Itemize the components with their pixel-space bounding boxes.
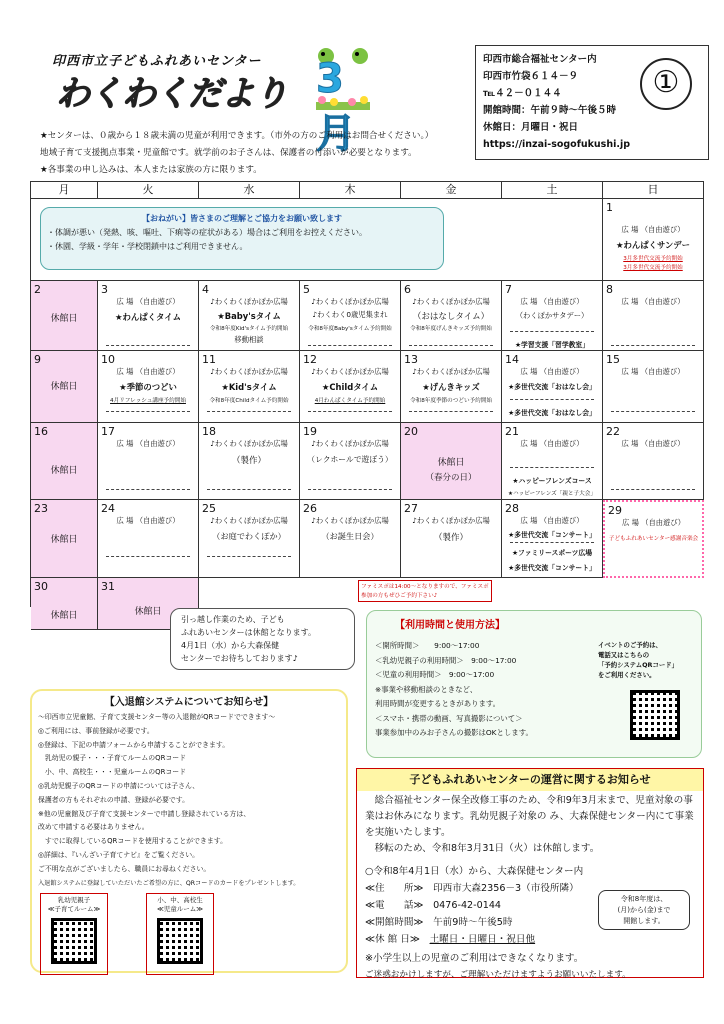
- day-cell-9[interactable]: [31, 351, 98, 423]
- entry-line: すでに取得しているQRコードを使用することができます。: [38, 837, 228, 846]
- day-number: 9: [34, 353, 41, 366]
- closed-label: 休館日: [50, 314, 78, 324]
- event-text: ♪わくわくぽかぽか広場: [210, 516, 288, 525]
- day-number: 30: [34, 580, 48, 593]
- closed-days: 土曜日・日曜日・祝日他: [429, 934, 536, 945]
- weekday-fri: 金: [401, 182, 502, 199]
- entry-line: ◎詳細は、『いんざい子育てナビ』をご覧ください。: [38, 850, 200, 859]
- reserve-line: 電話又はこちらの: [598, 651, 650, 659]
- event-text: ♪わくわくぽかぽか広場: [210, 367, 288, 376]
- day-cell-18[interactable]: [199, 423, 300, 500]
- day-number: 8: [606, 283, 613, 296]
- day-cell-21[interactable]: [502, 423, 603, 500]
- info-line: 印西市総合福祉センター内: [483, 54, 597, 65]
- operations-title: 子どもふれあいセンターの運営に関するお知らせ: [357, 769, 703, 791]
- intro-line: ★センターは、０歳から１８歳未満の児童が利用できます。（市外の方のご利用はお問合せください。）: [40, 131, 434, 141]
- day-cell-24[interactable]: [98, 500, 199, 578]
- day-cell-23[interactable]: [31, 500, 98, 578]
- weekday-thu: 木: [300, 182, 401, 199]
- usage-line: ＜乳幼児親子の利用時間＞ 9:00～17:00: [375, 655, 517, 665]
- qr-card-child: [146, 893, 214, 975]
- intro-text: [40, 128, 480, 179]
- day-cell-17[interactable]: [98, 423, 199, 500]
- notice-line: ・体調が悪い（発熱、咳、嘔吐、下痢等の症状がある）場合はご利用をお控えください。: [47, 228, 367, 237]
- day-number: 19: [303, 425, 317, 438]
- day-number: 4: [202, 283, 209, 296]
- side-note-line: (月)から(金)まで: [617, 906, 671, 914]
- qr-label: 小、中、高校生: [157, 896, 203, 904]
- event-text: ♪わくわくぽかぽか広場: [311, 297, 389, 306]
- day-cell-3[interactable]: [98, 281, 199, 351]
- day-number: 6: [404, 283, 411, 296]
- day-number: 26: [303, 502, 317, 515]
- day-number: 23: [34, 502, 48, 515]
- day-number: 31: [101, 580, 115, 593]
- day-cell-6[interactable]: [401, 281, 502, 351]
- fiscal-year-note: [598, 890, 690, 930]
- day-number: 20: [404, 425, 418, 438]
- day-cell-27[interactable]: [401, 500, 502, 578]
- event-text: ♪わくわくぽかぽか広場: [311, 367, 389, 376]
- entry-line: ご不明な点がございましたら、職員にお尋ねください。: [38, 864, 211, 873]
- usage-line: ＜児童の利用時間＞ 9:00～17:00: [375, 670, 495, 679]
- entry-line: ◎乳幼児親子のQRコードの申請については子さん、: [38, 781, 200, 790]
- info-line: 開館時間：午前９時～午後５時: [483, 105, 617, 116]
- qr-label: ≪児童ルーム≫: [156, 905, 204, 913]
- closed-label: 休館日: [437, 458, 465, 468]
- day-number: 10: [101, 353, 115, 366]
- qr-code-icon[interactable]: [157, 918, 203, 964]
- closed-label: 休館日: [50, 611, 78, 621]
- event-title: （おはなしタイム）: [412, 312, 490, 322]
- event-title: ★ハッピーフレンズコース: [512, 477, 592, 485]
- event-note: 令和8年度Kid'sタイム予約開始: [209, 326, 289, 332]
- event-text: ♪わくわくぽかぽか広場: [412, 516, 490, 525]
- weekday-wed: 水: [199, 182, 300, 199]
- entry-title: 【入退館システムについてお知らせ】: [104, 697, 274, 708]
- event-title: ★多世代交流「コンサート」: [508, 531, 596, 539]
- day-cell-28[interactable]: [502, 500, 603, 578]
- day-number: 27: [404, 502, 418, 515]
- usage-line: ＜開所時間＞ 9:00～17:00: [375, 641, 480, 650]
- notice-line: ・休園、学級・学年・学校閉鎖中はご利用できません。: [47, 242, 248, 251]
- operations-paragraph: 総合福祉センター保全改修工事のため、令和9年3月末まで、児童対象の事業はお休みになります。乳幼児親子対象の み、大森保健センター内にて事業を実施いたします。: [365, 795, 694, 838]
- event-title: ★多世代交流「おはなし会」: [508, 383, 596, 391]
- move-notice-bubble: [170, 608, 355, 670]
- day-cell-2[interactable]: [31, 281, 98, 351]
- day-number: 22: [606, 425, 620, 438]
- event-text: 広 場 （自由遊び）: [520, 367, 584, 376]
- day-cell-30[interactable]: [31, 578, 98, 630]
- day-cell-12[interactable]: [300, 351, 401, 423]
- event-text: 広 場 （自由遊び）: [520, 516, 584, 525]
- event-text: 広 場 （自由遊び）: [621, 367, 685, 376]
- event-title: ★わんぱくサンデー: [615, 240, 691, 250]
- weekday-sun: 日: [603, 182, 704, 199]
- event-note: 令和8年度季節のつどい予約開始: [410, 398, 492, 404]
- event-note: 4月リフレッシュ講座予約開始: [110, 398, 186, 404]
- event-note: 3月多世代交流予約開始: [623, 256, 683, 262]
- event-title: ★多世代交流「コンサート」: [508, 564, 596, 572]
- day-number: 14: [505, 353, 519, 366]
- entry-line: 改めて申請する必要はありません。: [38, 823, 149, 832]
- usage-line: ※事業や移動相談のときなど、: [375, 684, 478, 694]
- event-text: 広 場 （自由遊び）: [116, 367, 180, 376]
- event-text: 広 場 （自由遊び）: [621, 518, 685, 527]
- operations-notice: [356, 768, 704, 978]
- event-title: （レクホールで遊ぼう）: [307, 455, 393, 464]
- entry-line: ※他の児童館及び子育て支援センターで申請し登録されている方は、: [38, 809, 251, 818]
- reserve-line: 「予約システムQRコード」: [598, 661, 679, 669]
- qr-label: 乳幼児親子: [57, 896, 91, 904]
- info-line: ℡４２－０１４４: [483, 88, 562, 99]
- qr-label: ≪子育てルーム≫: [47, 905, 101, 913]
- opening-hours: 午前9時～午後5時: [433, 917, 513, 928]
- day-number: 7: [505, 283, 512, 296]
- event-title: ★多世代交流「おはなし会」: [508, 409, 596, 417]
- event-text: ♪わくわくぽかぽか広場: [412, 297, 490, 306]
- weekday-mon: 月: [31, 182, 98, 199]
- day-cell-11[interactable]: [199, 351, 300, 423]
- reserve-line: をご利用ください。: [598, 671, 656, 679]
- event-text: 広 場 （自由遊び）: [621, 225, 685, 234]
- day-number: 21: [505, 425, 519, 438]
- reservation-note: [598, 640, 698, 680]
- notice-title: 【おねがい】皆さまのご理解とご協力をお願い致します: [142, 214, 342, 223]
- event-title: ★ファミリースポーツ広場: [511, 549, 593, 557]
- day-cell-8[interactable]: [603, 281, 704, 351]
- closed-label: 休館日: [50, 535, 78, 545]
- event-text: 広 場 （自由遊び）: [116, 516, 180, 525]
- day-cell-26[interactable]: [300, 500, 401, 578]
- usage-line: ＜スマホ・携帯の動画、写真撮影について＞: [375, 713, 523, 723]
- closed-label: 休館日: [50, 382, 78, 392]
- operations-note: ※小学生以上の児童のご利用はできなくなります。: [365, 953, 584, 964]
- event-text: 広 場 （自由遊び）: [116, 439, 180, 448]
- day-cell-19[interactable]: [300, 423, 401, 500]
- event-note: 4月わんぱくタイム予約開始: [314, 398, 386, 404]
- request-notice: [40, 207, 444, 270]
- entry-line: 保護者の方もそれぞれの申請、登録が必要です。: [38, 795, 190, 804]
- day-number: 29: [608, 504, 622, 517]
- event-text: 広 場 （自由遊び）: [621, 297, 685, 306]
- day-cell-25[interactable]: [199, 500, 300, 578]
- day-number: 17: [101, 425, 115, 438]
- event-note: 令和8年度Childタイム予約開始: [209, 398, 289, 404]
- qr-card-parent: [40, 893, 108, 975]
- side-note-line: 開館します。: [623, 917, 665, 925]
- day-cell-7[interactable]: [502, 281, 603, 351]
- weekday-sat: 土: [502, 182, 603, 199]
- reserve-line: イベントのご予約は、: [598, 641, 662, 649]
- day-number: 16: [34, 425, 48, 438]
- tel-label: ≪電 話≫: [365, 900, 424, 911]
- day-number: 18: [202, 425, 216, 438]
- addr-label: ≪住 所≫: [365, 883, 424, 894]
- bubble-line: ふれあいセンターは休館となります。: [181, 628, 317, 637]
- event-note: 子どもふれあいセンター感謝音楽会: [608, 536, 699, 542]
- bubble-line: 引っ越し作業のため、子ども: [181, 615, 285, 624]
- event-note: ★ハッピーフレンズ「親と子大会」: [508, 491, 596, 497]
- intro-line: 地域子育て支援拠点事業・児童館です。就学前のお子さんは、保護者の付添いが必要となります。: [40, 148, 417, 158]
- operations-paragraph: 移転のため、令和8年3月31日（火）は休館します。: [365, 843, 600, 854]
- closed-label: ≪休 館 日≫: [365, 934, 420, 945]
- event-text: ♪わくわくぽかぽか広場: [311, 516, 389, 525]
- event-text: ♪わくわくぽかぽか広場: [412, 367, 490, 376]
- event-title: ♪わくわく0歳児集まれ: [312, 310, 388, 319]
- hours-label: ≪開館時間≫: [365, 917, 424, 928]
- side-note-line: 令和8年度は、: [620, 895, 668, 903]
- event-title: ★Baby'sタイム: [217, 311, 281, 321]
- event-note: 令和8年度げんきキッズ予約開始: [410, 326, 492, 332]
- day-cell-15[interactable]: [603, 351, 704, 423]
- day-cell-22[interactable]: [603, 423, 704, 500]
- month-number: 3月: [316, 56, 356, 157]
- day-number: 28: [505, 502, 519, 515]
- event-text: （わくぽかサタデー）: [515, 311, 589, 320]
- entry-line: ～印西市立児童館、子育て支援センター等の入退館がQRコードでできます～: [38, 713, 276, 721]
- day-cell-10[interactable]: [98, 351, 199, 423]
- intro-line: ★各事業の申し込みは、本人または家族の方に限ります。: [40, 165, 262, 175]
- qr-code-icon[interactable]: [51, 918, 97, 964]
- holiday-label: （春分の日）: [425, 473, 477, 483]
- event-title: ★げんきキッズ: [422, 382, 480, 392]
- month-badge: [312, 44, 374, 157]
- event-text: 広 場 （自由遊び）: [520, 297, 584, 306]
- day-cell-13[interactable]: [401, 351, 502, 423]
- event-title: （製作）: [433, 533, 468, 543]
- event-note: 3月多世代交流予約開始: [623, 265, 683, 271]
- day-cell-4[interactable]: [199, 281, 300, 351]
- entry-line: 小、中、高校生・・・児童ルームのQRコード: [38, 768, 187, 777]
- day-cell-14[interactable]: [502, 351, 603, 423]
- entry-line: 入退館システムに登録していただいたご希望の方に、QRコードのカードをプレゼントします。: [38, 879, 300, 887]
- bubble-line: センターでお待ちしております♪: [181, 654, 298, 663]
- day-number: 13: [404, 353, 418, 366]
- address: 印西市大森2356－3（市役所隣）: [433, 883, 579, 894]
- event-text: ♪わくわくぽかぽか広場: [210, 297, 288, 306]
- day-cell-1[interactable]: [603, 199, 704, 281]
- event-text: 広 場 （自由遊び）: [116, 297, 180, 306]
- day-number: 2: [34, 283, 41, 296]
- event-title: （製作）: [231, 456, 266, 466]
- event-title: ★学習支援「習学教室」: [514, 341, 590, 349]
- weekday-tue: 火: [98, 182, 199, 199]
- event-title: ★季節のつどい: [119, 382, 177, 392]
- day-cell-16[interactable]: [31, 423, 98, 500]
- info-line: 印西市竹袋６１４－９: [483, 71, 579, 82]
- reservation-qr-code-icon[interactable]: [630, 690, 680, 740]
- operations-note: ご迷惑おかけしますが、ご理解いただけますようお願いいたします。: [365, 970, 631, 980]
- event-text: 広 場 （自由遊び）: [621, 439, 685, 448]
- closed-label: 休館日: [134, 607, 162, 617]
- day-cell-5[interactable]: [300, 281, 401, 351]
- day-number: 11: [202, 353, 216, 366]
- day-number: 15: [606, 353, 620, 366]
- newsletter-logo: わくわくだより: [56, 74, 287, 114]
- closed-label: 休館日: [50, 466, 78, 476]
- event-text: 移動相談: [234, 335, 264, 344]
- entry-line: ◎登録は、下記の申請フォームから申請することができます。: [38, 740, 230, 749]
- event-text: ♪わくわくぽかぽか広場: [210, 439, 288, 448]
- phone-number: 0476-42-0144: [433, 900, 502, 911]
- operations-from: ○令和8年4月1日（水）から、大森保健センター内: [365, 866, 584, 877]
- day-cell-29[interactable]: [603, 500, 704, 578]
- event-title: ★Childタイム: [321, 382, 379, 392]
- usage-title: 【利用時間と使用方法】: [395, 620, 505, 631]
- family-sports-note: ファミスポは14:00～となりますので、ファミスポ参加の方もぜひご予約下さい♪: [358, 580, 492, 602]
- event-title: （お誕生日会）: [321, 531, 379, 541]
- usage-line: 利用時間が変更するときがあります。: [375, 699, 501, 708]
- day-number: 3: [101, 283, 108, 296]
- issue-number: ①: [640, 58, 692, 110]
- center-name: 印西市立子どもふれあいセンター: [52, 54, 262, 69]
- event-note: 令和8年度Baby'sタイム予約開始: [308, 326, 392, 332]
- entry-line: 乳幼児の親子・・・子育てルームのQRコード: [38, 754, 187, 763]
- day-number: 12: [303, 353, 317, 366]
- day-number: 25: [202, 502, 216, 515]
- info-line: 休館日：月曜日・祝日: [483, 122, 579, 133]
- day-number: 1: [606, 201, 613, 214]
- day-number: 5: [303, 283, 310, 296]
- event-title: ★Kid'sタイム: [221, 382, 277, 392]
- usage-line: 事業参加中のみお子さんの撮影はOKとします。: [375, 728, 533, 737]
- website-link[interactable]: https://inzai-sogofukushi.jp: [483, 139, 631, 150]
- day-number: 24: [101, 502, 115, 515]
- event-text: ♪わくわくぽかぽか広場: [311, 439, 389, 448]
- event-title: ★わんぱくタイム: [115, 312, 181, 322]
- entry-line: ◎ご利用には、事前登録が必要です。: [38, 726, 154, 735]
- day-cell-20[interactable]: [401, 423, 502, 500]
- event-title: （お庭でわくぽか）: [212, 531, 286, 541]
- bubble-line: 4月1日（水）から大森保健: [181, 641, 280, 650]
- event-text: 広 場 （自由遊び）: [520, 439, 584, 448]
